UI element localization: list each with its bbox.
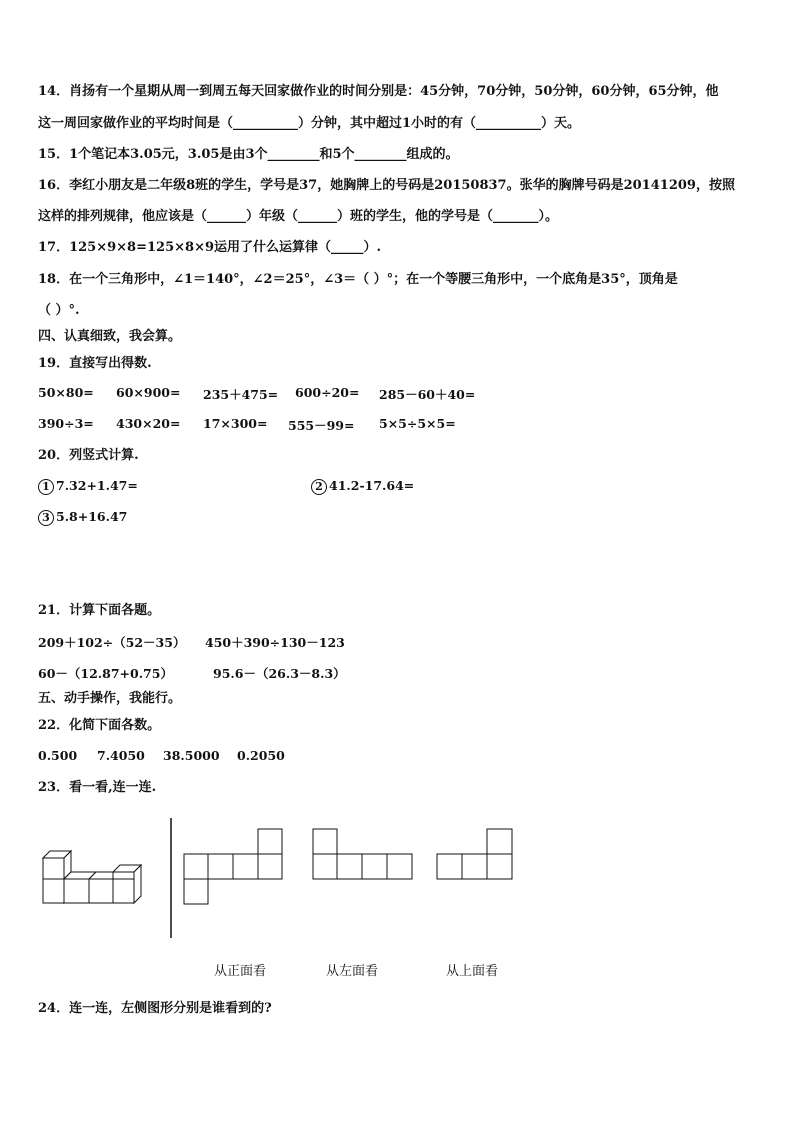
q22-value-4: 0.2050 (237, 748, 285, 763)
circled-number: 1 (38, 479, 54, 495)
q19-r1-c4: 600÷20= (295, 385, 360, 400)
q19-r1-c1: 50×80= (38, 385, 94, 400)
q20-item-2-expr: 41.2-17.64= (329, 478, 415, 493)
view-grid-1 (182, 828, 284, 906)
q19-r2-c5: 5×5÷5×5= (379, 416, 456, 431)
label-left-view: 从左面看 (326, 964, 379, 979)
view-grid-2 (311, 828, 415, 882)
q19-title: 19．直接写出得数. (38, 356, 152, 371)
label-front-view: 从正面看 (214, 964, 267, 979)
q22-value-3: 38.5000 (163, 748, 220, 763)
q21-r1-c1: 209＋102÷（52－35） (38, 635, 186, 650)
q21-r2-c1: 60－（12.87+0.75） (38, 666, 173, 681)
q24-title: 24．连一连，左侧图形分别是谁看到的? (38, 1001, 272, 1016)
q23-title: 23．看一看,连一连. (38, 780, 157, 795)
q15-line1: 15．1个笔记本3.05元，3.05是由3个________和5个________组成的。 (38, 147, 459, 162)
cube-arrangement-figure (38, 845, 158, 915)
q19-r2-c1: 390÷3= (38, 416, 94, 431)
q19-r1-c3: 235＋475= (203, 387, 279, 402)
circled-number: 2 (311, 479, 327, 495)
q22-value-1: 0.500 (38, 748, 78, 763)
q16-line2: 这样的排列规律，他应该是（______）年级（______）班的学生，他的学号是（_______）。 (38, 209, 559, 224)
section4-title: 四、认真细致，我会算。 (38, 329, 182, 344)
q21-title: 21．计算下面各题。 (38, 603, 161, 618)
q20-item-2 (311, 478, 414, 495)
q20-item-3 (38, 509, 127, 526)
q17-line1: 17．125×9×8=125×8×9运用了什么运算律（_____）. (38, 240, 382, 255)
q20-item-1 (38, 478, 138, 495)
q18-line1: 18．在一个三角形中，∠1＝140°，∠2＝25°，∠3＝（ ）°；在一个等腰三角形中，一个底角是35°，顶角是 (38, 272, 678, 287)
q19-r2-c4: 555－99= (288, 418, 355, 433)
q19-r1-c5: 285－60＋40= (379, 387, 476, 402)
q16-line1: 16．李红小朋友是二年级8班的学生，学号是37，她胸牌上的号码是20150837。张华的胸牌号码是20141209，按照 (38, 178, 735, 193)
q19-r1-c2: 60×900= (116, 385, 181, 400)
section5-title: 五、动手操作，我能行。 (38, 691, 182, 706)
q21-r2-c2: 95.6－（26.3－8.3） (213, 666, 346, 681)
q22-value-2: 7.4050 (97, 748, 145, 763)
q22-title: 22．化简下面各数。 (38, 718, 161, 733)
q21-r1-c2: 450＋390÷130－123 (205, 635, 345, 650)
q20-item-1-expr: 7.32+1.47= (56, 478, 138, 493)
q19-r2-c3: 17×300= (203, 416, 268, 431)
q14-line1: 14．肖扬有一个星期从周一到周五每天回家做作业的时间分别是：45分钟，70分钟，50分钟，60分钟，65分钟，他 (38, 84, 719, 99)
q18-line2: （ ）°. (38, 303, 80, 318)
divider-line (168, 818, 174, 940)
circled-number: 3 (38, 510, 54, 526)
label-top-view: 从上面看 (446, 964, 499, 979)
q14-line2: 这一周回家做作业的平均时间是（__________）分钟，其中超过1小时的有（__________）天。 (38, 116, 581, 131)
q20-item-3-expr: 5.8+16.47 (56, 509, 128, 524)
q20-title: 20．列竖式计算. (38, 448, 139, 463)
view-grid-3 (435, 828, 515, 882)
q19-r2-c2: 430×20= (116, 416, 181, 431)
